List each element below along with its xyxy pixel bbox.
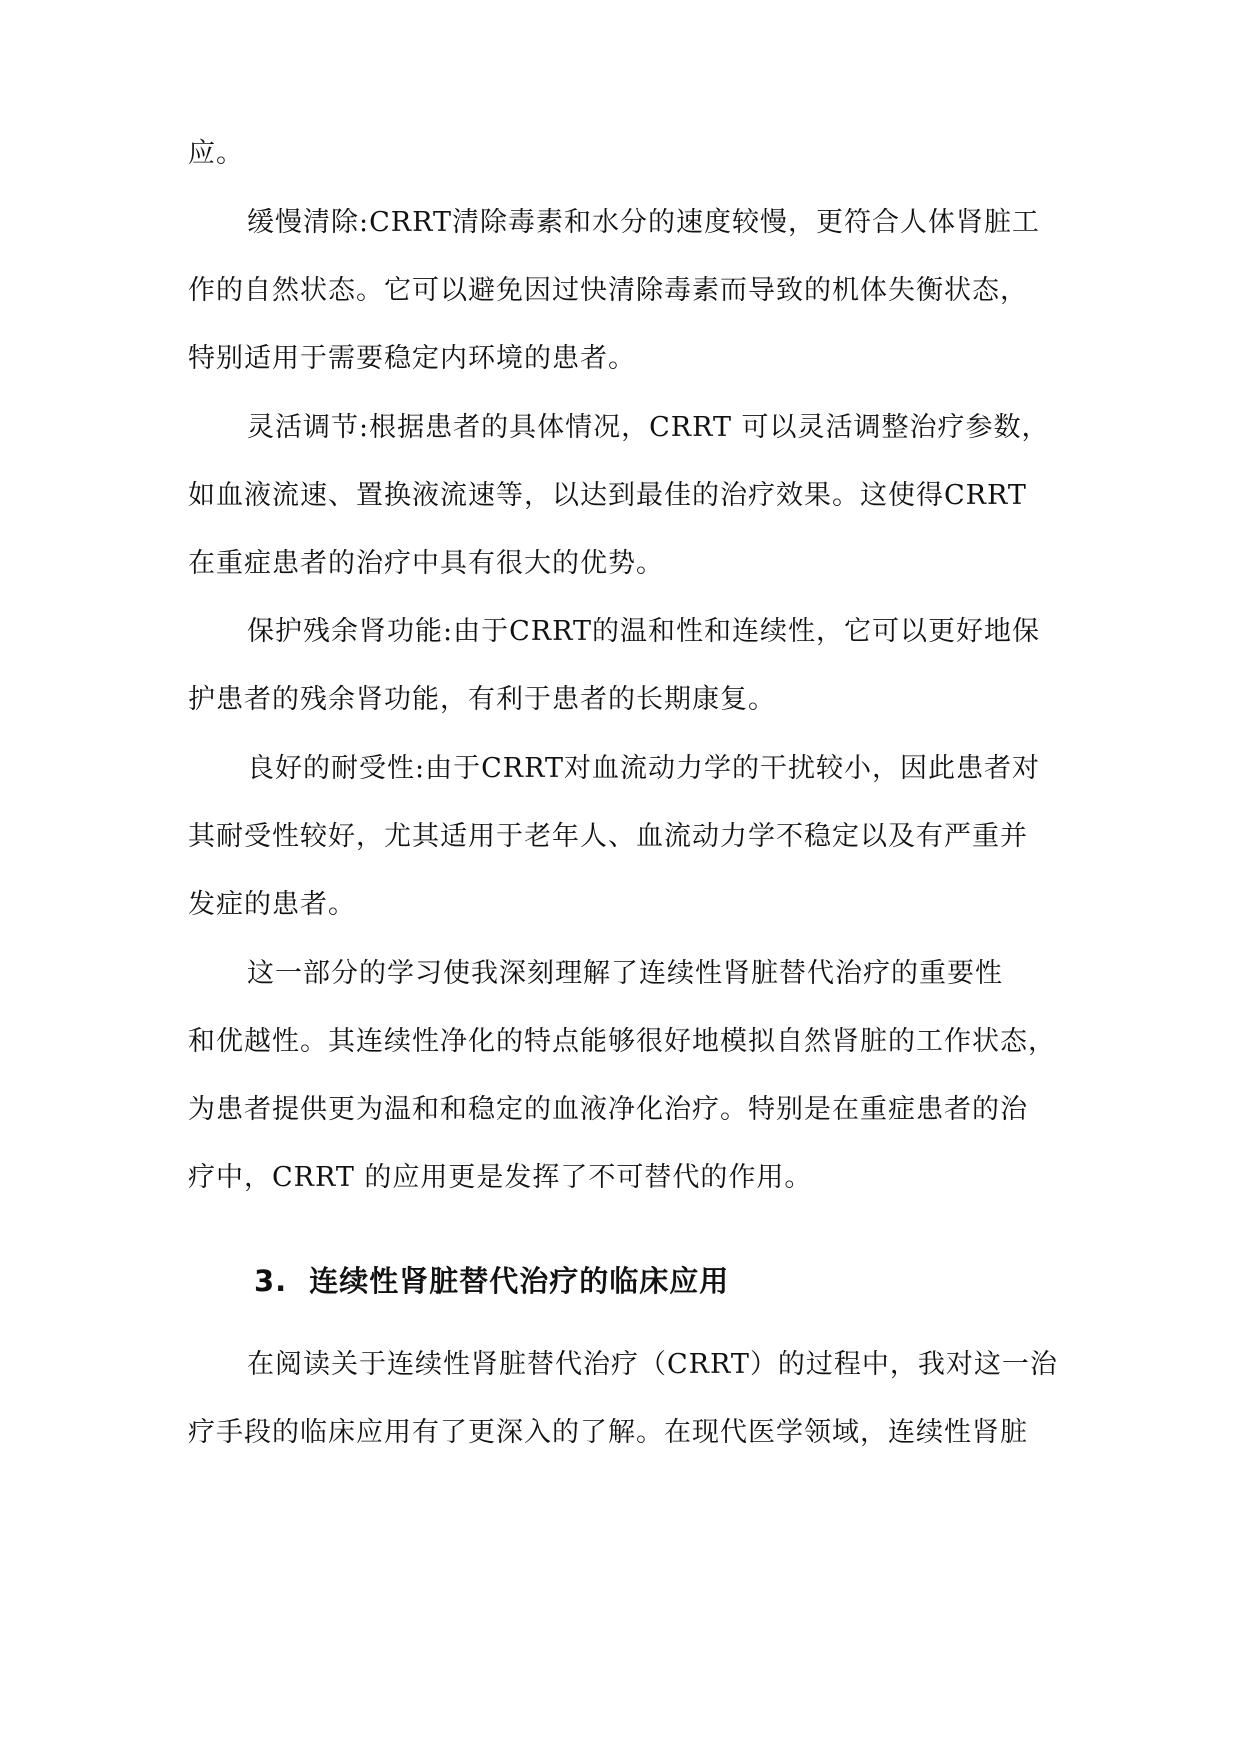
- text-line: 应。: [188, 138, 244, 169]
- section-heading: [254, 1262, 729, 1300]
- text-line: 如血液流速、置换液流速等，以达到最佳的治疗效果。这使得CRRT: [188, 480, 1027, 511]
- text-line: 灵活调节:根据患者的具体情况，CRRT 可以灵活调整治疗参数，: [247, 412, 1050, 443]
- text-line: 疗中，CRRT 的应用更是发挥了不可替代的作用。: [188, 1162, 813, 1193]
- text-line: 在阅读关于连续性肾脏替代治疗（CRRT）的过程中，我对这一治: [247, 1349, 1058, 1380]
- text-line: 其耐受性较好，尤其适用于老年人、血流动力学不稳定以及有严重并: [188, 821, 1028, 852]
- text-line: 疗手段的临床应用有了更深入的了解。在现代医学领域，连续性肾脏: [188, 1417, 1028, 1448]
- text-line: 在重症患者的治疗中具有很大的优势。: [188, 548, 664, 579]
- text-line: 为患者提供更为温和和稳定的血液净化治疗。特别是在重症患者的治: [188, 1094, 1028, 1125]
- text-line: 护患者的残余肾功能，有利于患者的长期康复。: [188, 684, 776, 715]
- text-line: 保护残余肾功能:由于CRRT的温和性和连续性，它可以更好地保: [247, 616, 1040, 647]
- section-title: 连续性肾脏替代治疗的临床应用: [309, 1264, 730, 1298]
- section-number: 3.: [254, 1264, 288, 1298]
- text-line: 和优越性。其连续性净化的特点能够很好地模拟自然肾脏的工作状态，: [188, 1026, 1056, 1057]
- text-line: 缓慢清除:CRRT清除毒素和水分的速度较慢，更符合人体肾脏工: [247, 207, 1040, 238]
- text-line: 这一部分的学习使我深刻理解了连续性肾脏替代治疗的重要性: [247, 958, 1003, 989]
- text-line: 良好的耐受性:由于CRRT对血流动力学的干扰较小，因此患者对: [247, 753, 1040, 784]
- text-line: 发症的患者。: [188, 889, 356, 920]
- text-line: 作的自然状态。它可以避免因过快清除毒素而导致的机体失衡状态，: [188, 275, 1028, 306]
- text-line: 特别适用于需要稳定内环境的患者。: [188, 343, 636, 374]
